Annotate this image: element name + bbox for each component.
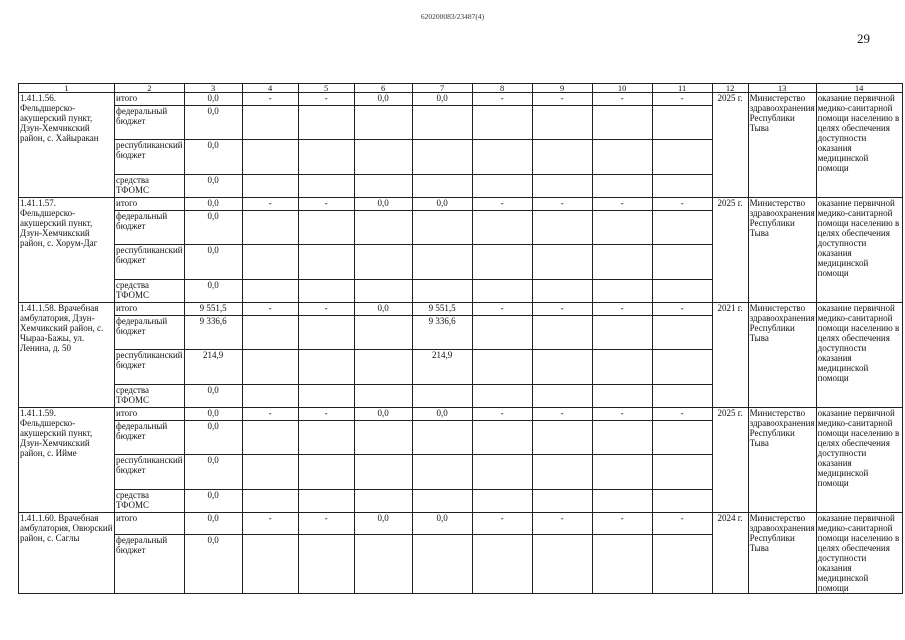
empty-cell — [652, 175, 712, 198]
empty-cell — [242, 316, 298, 350]
column-header: 11 — [652, 84, 712, 93]
dash-cell: - — [652, 198, 712, 211]
value-col3: 0,0 — [184, 408, 242, 421]
executor-cell: Министерство здравоохранения Республики Тыва — [748, 93, 816, 198]
empty-cell — [532, 350, 592, 385]
table-row — [19, 93, 903, 106]
dash-cell: - — [592, 93, 652, 106]
executor-cell: Министерство здравоохранения Республики Тыва — [748, 408, 816, 513]
financing-table — [18, 83, 903, 594]
object-name: 1.41.1.60. Врачебная амбулатория, Овюрский район, с. Саглы — [19, 513, 115, 594]
column-header: 6 — [354, 84, 412, 93]
value-col7 — [412, 106, 472, 140]
empty-cell — [532, 316, 592, 350]
purpose-cell: оказание первичной медико-санитарной помощи населению в целях обеспечения доступности оказания медицинской помощи — [816, 93, 902, 198]
empty-cell — [472, 211, 532, 245]
empty-cell — [354, 245, 412, 280]
empty-cell — [652, 350, 712, 385]
dash-cell: - — [652, 408, 712, 421]
value-col3: 9 336,6 — [184, 316, 242, 350]
value-col3: 0,0 — [184, 490, 242, 513]
empty-cell — [592, 106, 652, 140]
empty-cell — [592, 280, 652, 303]
dash-cell: - — [242, 408, 298, 421]
empty-cell — [412, 175, 472, 198]
empty-cell — [242, 106, 298, 140]
empty-cell — [298, 385, 354, 408]
empty-cell — [652, 211, 712, 245]
empty-cell — [592, 316, 652, 350]
source-tfoms: средства ТФОМС — [115, 280, 185, 303]
purpose-cell: оказание первичной медико-санитарной помощи населению в целях обеспечения доступности оказания медицинской помощи — [816, 513, 902, 594]
value-col3: 0,0 — [184, 280, 242, 303]
value-col7: 214,9 — [412, 350, 472, 385]
empty-cell — [472, 534, 532, 593]
executor-cell: Министерство здравоохранения Республики Тыва — [748, 198, 816, 303]
dash-cell: - — [592, 513, 652, 535]
empty-cell — [532, 421, 592, 455]
value-col7 — [412, 211, 472, 245]
empty-cell — [652, 385, 712, 408]
source-federal: федеральный бюджет — [115, 106, 185, 140]
value-col6: 0,0 — [354, 93, 412, 106]
empty-cell — [472, 175, 532, 198]
value-col3: 0,0 — [184, 421, 242, 455]
empty-cell — [532, 140, 592, 175]
empty-cell — [354, 421, 412, 455]
empty-cell — [298, 175, 354, 198]
value-col7: 0,0 — [412, 513, 472, 535]
column-header: 7 — [412, 84, 472, 93]
empty-cell — [592, 140, 652, 175]
value-col7: 9 551,5 — [412, 303, 472, 316]
dash-cell: - — [472, 513, 532, 535]
value-col6: 0,0 — [354, 513, 412, 535]
value-col7 — [412, 421, 472, 455]
empty-cell — [652, 316, 712, 350]
object-name: 1.41.1.58. Врачебная амбулатория, Дзун-Хемчикский район, с. Чыраа-Бажы, ул. Ленина, д. 50 — [19, 303, 115, 408]
empty-cell — [592, 211, 652, 245]
executor-cell: Министерство здравоохранения Республики Тыва — [748, 513, 816, 594]
empty-cell — [242, 175, 298, 198]
empty-cell — [242, 350, 298, 385]
empty-cell — [472, 106, 532, 140]
dash-cell: - — [298, 408, 354, 421]
empty-cell — [298, 421, 354, 455]
value-col3: 0,0 — [184, 93, 242, 106]
value-col3: 0,0 — [184, 140, 242, 175]
empty-cell — [472, 316, 532, 350]
year-cell: 2025 г. — [712, 93, 748, 198]
empty-cell — [532, 385, 592, 408]
dash-cell: - — [472, 408, 532, 421]
empty-cell — [242, 534, 298, 593]
value-col7: 0,0 — [412, 408, 472, 421]
value-col3: 9 551,5 — [184, 303, 242, 316]
source-total: итого — [115, 93, 185, 106]
value-col7: 0,0 — [412, 93, 472, 106]
executor-cell: Министерство здравоохранения Республики Тыва — [748, 303, 816, 408]
source-total: итого — [115, 198, 185, 211]
empty-cell — [242, 211, 298, 245]
empty-cell — [592, 385, 652, 408]
empty-cell — [242, 455, 298, 490]
empty-cell — [412, 490, 472, 513]
table-row — [19, 303, 903, 316]
column-header: 3 — [184, 84, 242, 93]
dash-cell: - — [472, 93, 532, 106]
empty-cell — [298, 211, 354, 245]
empty-cell — [592, 490, 652, 513]
empty-cell — [298, 106, 354, 140]
empty-cell — [354, 385, 412, 408]
source-federal: федеральный бюджет — [115, 421, 185, 455]
source-federal: федеральный бюджет — [115, 211, 185, 245]
empty-cell — [472, 140, 532, 175]
empty-cell — [532, 534, 592, 593]
value-col3: 214,9 — [184, 350, 242, 385]
dash-cell: - — [652, 513, 712, 535]
empty-cell — [532, 490, 592, 513]
column-header: 14 — [816, 84, 902, 93]
object-name: 1.41.1.59. Фельдшерско-акушерский пункт, Дзун-Хемчикский район, с. Ийме — [19, 408, 115, 513]
dash-cell: - — [242, 93, 298, 106]
empty-cell — [532, 211, 592, 245]
empty-cell — [412, 385, 472, 408]
table-row — [19, 198, 903, 211]
empty-cell — [652, 490, 712, 513]
column-header: 5 — [298, 84, 354, 93]
column-numbers-row — [19, 84, 903, 93]
empty-cell — [532, 245, 592, 280]
value-col7: 9 336,6 — [412, 316, 472, 350]
source-tfoms: средства ТФОМС — [115, 490, 185, 513]
empty-cell — [242, 140, 298, 175]
value-col3: 0,0 — [184, 211, 242, 245]
source-republic: республиканский бюджет — [115, 350, 185, 385]
empty-cell — [354, 490, 412, 513]
source-total: итого — [115, 513, 185, 535]
empty-cell — [652, 534, 712, 593]
year-cell: 2025 г. — [712, 408, 748, 513]
purpose-cell: оказание первичной медико-санитарной помощи населению в целях обеспечения доступности оказания медицинской помощи — [816, 408, 902, 513]
dash-cell: - — [652, 303, 712, 316]
source-republic: республиканский бюджет — [115, 245, 185, 280]
empty-cell — [354, 350, 412, 385]
empty-cell — [298, 455, 354, 490]
column-header: 1 — [19, 84, 115, 93]
table-row — [19, 408, 903, 421]
empty-cell — [652, 455, 712, 490]
source-republic: республиканский бюджет — [115, 455, 185, 490]
empty-cell — [652, 280, 712, 303]
dash-cell: - — [592, 303, 652, 316]
value-col7 — [412, 140, 472, 175]
empty-cell — [242, 385, 298, 408]
empty-cell — [354, 140, 412, 175]
empty-cell — [652, 421, 712, 455]
dash-cell: - — [532, 513, 592, 535]
empty-cell — [298, 490, 354, 513]
value-col6: 0,0 — [354, 198, 412, 211]
value-col3: 0,0 — [184, 513, 242, 535]
column-header: 9 — [532, 84, 592, 93]
empty-cell — [298, 350, 354, 385]
source-total: итого — [115, 303, 185, 316]
empty-cell — [532, 455, 592, 490]
column-header: 10 — [592, 84, 652, 93]
column-header: 12 — [712, 84, 748, 93]
empty-cell — [592, 534, 652, 593]
dash-cell: - — [532, 303, 592, 316]
dash-cell: - — [472, 198, 532, 211]
value-col3: 0,0 — [184, 455, 242, 490]
value-col3: 0,0 — [184, 175, 242, 198]
dash-cell: - — [298, 198, 354, 211]
empty-cell — [242, 245, 298, 280]
empty-cell — [472, 421, 532, 455]
source-tfoms: средства ТФОМС — [115, 175, 185, 198]
empty-cell — [472, 280, 532, 303]
dash-cell: - — [298, 513, 354, 535]
empty-cell — [652, 106, 712, 140]
empty-cell — [298, 316, 354, 350]
source-total: итого — [115, 408, 185, 421]
dash-cell: - — [242, 198, 298, 211]
dash-cell: - — [592, 408, 652, 421]
year-cell: 2024 г. — [712, 513, 748, 594]
empty-cell — [592, 421, 652, 455]
empty-cell — [242, 421, 298, 455]
value-col3: 0,0 — [184, 198, 242, 211]
dash-cell: - — [532, 198, 592, 211]
document-number: 620200083/23487(4) — [420, 12, 485, 21]
empty-cell — [412, 280, 472, 303]
empty-cell — [472, 350, 532, 385]
column-header: 13 — [748, 84, 816, 93]
column-header: 8 — [472, 84, 532, 93]
table-row — [19, 513, 903, 535]
empty-cell — [472, 385, 532, 408]
value-col7 — [412, 245, 472, 280]
empty-cell — [354, 175, 412, 198]
value-col3: 0,0 — [184, 106, 242, 140]
dash-cell: - — [532, 93, 592, 106]
dash-cell: - — [652, 93, 712, 106]
empty-cell — [354, 316, 412, 350]
value-col3: 0,0 — [184, 534, 242, 593]
purpose-cell: оказание первичной медико-санитарной помощи населению в целях обеспечения доступности оказания медицинской помощи — [816, 303, 902, 408]
dash-cell: - — [472, 303, 532, 316]
empty-cell — [592, 455, 652, 490]
empty-cell — [592, 350, 652, 385]
source-federal: федеральный бюджет — [115, 534, 185, 593]
column-header: 4 — [242, 84, 298, 93]
empty-cell — [652, 140, 712, 175]
empty-cell — [242, 280, 298, 303]
value-col6: 0,0 — [354, 303, 412, 316]
value-col3: 0,0 — [184, 385, 242, 408]
source-republic: республиканский бюджет — [115, 140, 185, 175]
empty-cell — [472, 245, 532, 280]
empty-cell — [354, 280, 412, 303]
page-number: 29 — [857, 31, 870, 46]
object-name: 1.41.1.57. Фельдшерско-акушерский пункт, Дзун-Хемчикский район, с. Хорум-Даг — [19, 198, 115, 303]
dash-cell: - — [532, 408, 592, 421]
year-cell: 2025 г. — [712, 198, 748, 303]
dash-cell: - — [298, 303, 354, 316]
empty-cell — [472, 490, 532, 513]
source-federal: федеральный бюджет — [115, 316, 185, 350]
value-col6: 0,0 — [354, 408, 412, 421]
empty-cell — [298, 140, 354, 175]
column-header: 2 — [115, 84, 185, 93]
object-name: 1.41.1.56. Фельдшерско-акушерский пункт, Дзун-Хемчикский район, с. Хайыракан — [19, 93, 115, 198]
value-col7 — [412, 455, 472, 490]
empty-cell — [532, 106, 592, 140]
purpose-cell: оказание первичной медико-санитарной помощи населению в целях обеспечения доступности оказания медицинской помощи — [816, 198, 902, 303]
empty-cell — [354, 106, 412, 140]
empty-cell — [472, 455, 532, 490]
dash-cell: - — [298, 93, 354, 106]
empty-cell — [354, 211, 412, 245]
empty-cell — [298, 245, 354, 280]
empty-cell — [242, 490, 298, 513]
empty-cell — [592, 175, 652, 198]
empty-cell — [532, 280, 592, 303]
empty-cell — [652, 245, 712, 280]
empty-cell — [298, 534, 354, 593]
value-col3: 0,0 — [184, 245, 242, 280]
empty-cell — [354, 455, 412, 490]
dash-cell: - — [242, 303, 298, 316]
value-col7 — [412, 534, 472, 593]
dash-cell: - — [592, 198, 652, 211]
source-tfoms: средства ТФОМС — [115, 385, 185, 408]
empty-cell — [532, 175, 592, 198]
value-col7: 0,0 — [412, 198, 472, 211]
year-cell: 2021 г. — [712, 303, 748, 408]
dash-cell: - — [242, 513, 298, 535]
empty-cell — [298, 280, 354, 303]
empty-cell — [354, 534, 412, 593]
empty-cell — [592, 245, 652, 280]
